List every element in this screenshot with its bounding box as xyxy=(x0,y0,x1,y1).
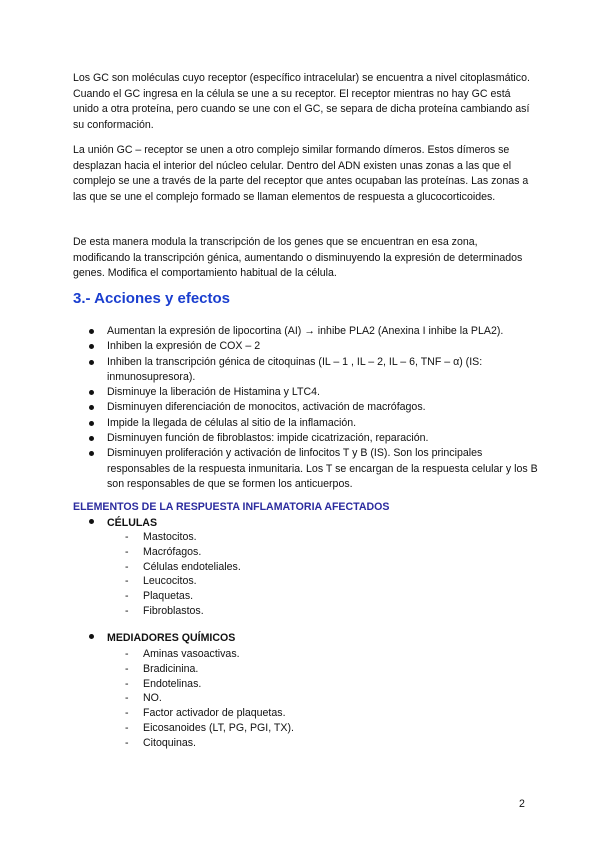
list-item: Aumentan la expresión de lipocortina (AI) → inhibe PLA2 (Anexina I inhibe la PLA2). xyxy=(89,324,539,339)
dash-marker: - xyxy=(125,648,129,660)
bullet-icon xyxy=(89,519,94,524)
list-item: Disminuyen función de fibroblastos: impide cicatrización, reparación. xyxy=(89,431,539,446)
page-number: 2 xyxy=(519,798,525,810)
list-item: Disminuyen proliferación y activación de linfocitos T y B (IS). Son los principales responsables de la respuesta inmunitaria. Los T se encargan de la respuesta celular y los B son responsables de que se formen los anticuerpos. xyxy=(89,446,539,492)
list-item: - Mastocitos. xyxy=(125,531,197,543)
list-item: - Bradicinina. xyxy=(125,662,199,675)
bullet-icon xyxy=(89,360,94,365)
bullet-icon xyxy=(89,344,94,349)
list-item: - Leucocitos. xyxy=(125,575,197,588)
list-item: Inhiben la transcripción génica de citoquinas (IL – 1 , IL – 2, IL – 6, TNF – α) (IS: inmunosupresora). xyxy=(89,355,539,386)
dash-marker: - xyxy=(125,575,129,588)
dash-marker: - xyxy=(125,531,129,543)
section-heading: 3.- Acciones y efectos xyxy=(73,290,231,307)
dash-marker: - xyxy=(125,590,129,603)
bullet-icon xyxy=(89,634,94,639)
bullet-icon xyxy=(89,421,94,426)
bullet-icon xyxy=(89,405,94,410)
list-item: - NO. xyxy=(125,692,162,705)
bullet-icon xyxy=(89,329,94,334)
bullet-icon xyxy=(89,436,94,441)
dash-marker: - xyxy=(125,560,129,573)
group-title-cells: CÉLULAS xyxy=(89,517,157,529)
list-item: - Células endoteliales. xyxy=(125,560,241,573)
dash-marker: - xyxy=(125,677,129,690)
paragraph-receptor: Los GC son moléculas cuyo receptor (específico intracelular) se encuentra a nivel citoplasmático. Cuando el GC ingresa en la célula se une a su receptor. El receptor mientras no hay GC está unido a otra proteína, pero cuando se une con el GC, se separa de dicha proteína cambiando así su conformación. xyxy=(73,72,530,131)
list-item: - Macrófagos. xyxy=(125,545,202,558)
list-item: Disminuyen diferenciación de monocitos, activación de macrófagos. xyxy=(89,400,539,415)
dash-marker: - xyxy=(125,604,129,617)
list-item: Impide la llegada de células al sitio de la inflamación. xyxy=(89,416,539,431)
list-item: - Citoquinas. xyxy=(125,736,196,749)
inflammatory-heading: ELEMENTOS DE LA RESPUESTA INFLAMATORIA AFECTADOS xyxy=(73,501,390,513)
dash-marker: - xyxy=(125,707,129,720)
list-item: - Factor activador de plaquetas. xyxy=(125,707,286,720)
cells-list xyxy=(125,530,241,619)
dash-marker: - xyxy=(125,662,129,675)
dash-marker: - xyxy=(125,721,129,734)
paragraph-dimeros: La unión GC – receptor se unen a otro complejo similar formando dímeros. Estos dímeros se desplazan hacia el interior del núcleo celular. Dentro del ADN existen unas zonas a las que el complejo se une a través de la parte del receptor que antes ocupaban las proteínas. Las zonas a las que se une el complejo formado se llaman elementos de respuesta a glucocorticoides. xyxy=(73,144,529,203)
list-item: Inhiben la expresión de COX – 2 xyxy=(89,339,539,354)
list-item: - Endotelinas. xyxy=(125,677,202,690)
mediators-list xyxy=(125,647,294,751)
effects-list xyxy=(89,324,539,492)
dash-marker: - xyxy=(125,736,129,749)
paragraph-modulacion: De esta manera modula la transcripción de los genes que se encuentran en esa zona, modificando la transcripción génica, aumentando o disminuyendo la expresión de determinados genes. Modifica el comportamiento habitual de la célula. xyxy=(73,236,523,279)
list-item: - Aminas vasoactivas. xyxy=(125,648,240,660)
bullet-icon xyxy=(89,451,94,456)
list-item: Disminuye la liberación de Histamina y LTC4. xyxy=(89,385,539,400)
list-item: - Plaquetas. xyxy=(125,590,194,603)
dash-marker: - xyxy=(125,692,129,705)
dash-marker: - xyxy=(125,545,129,558)
list-item: - Eicosanoides (LT, PG, PGI, TX). xyxy=(125,721,294,734)
list-item: - Fibroblastos. xyxy=(125,604,204,617)
bullet-icon xyxy=(89,390,94,395)
group-title-mediators: MEDIADORES QUÍMICOS xyxy=(89,632,235,644)
